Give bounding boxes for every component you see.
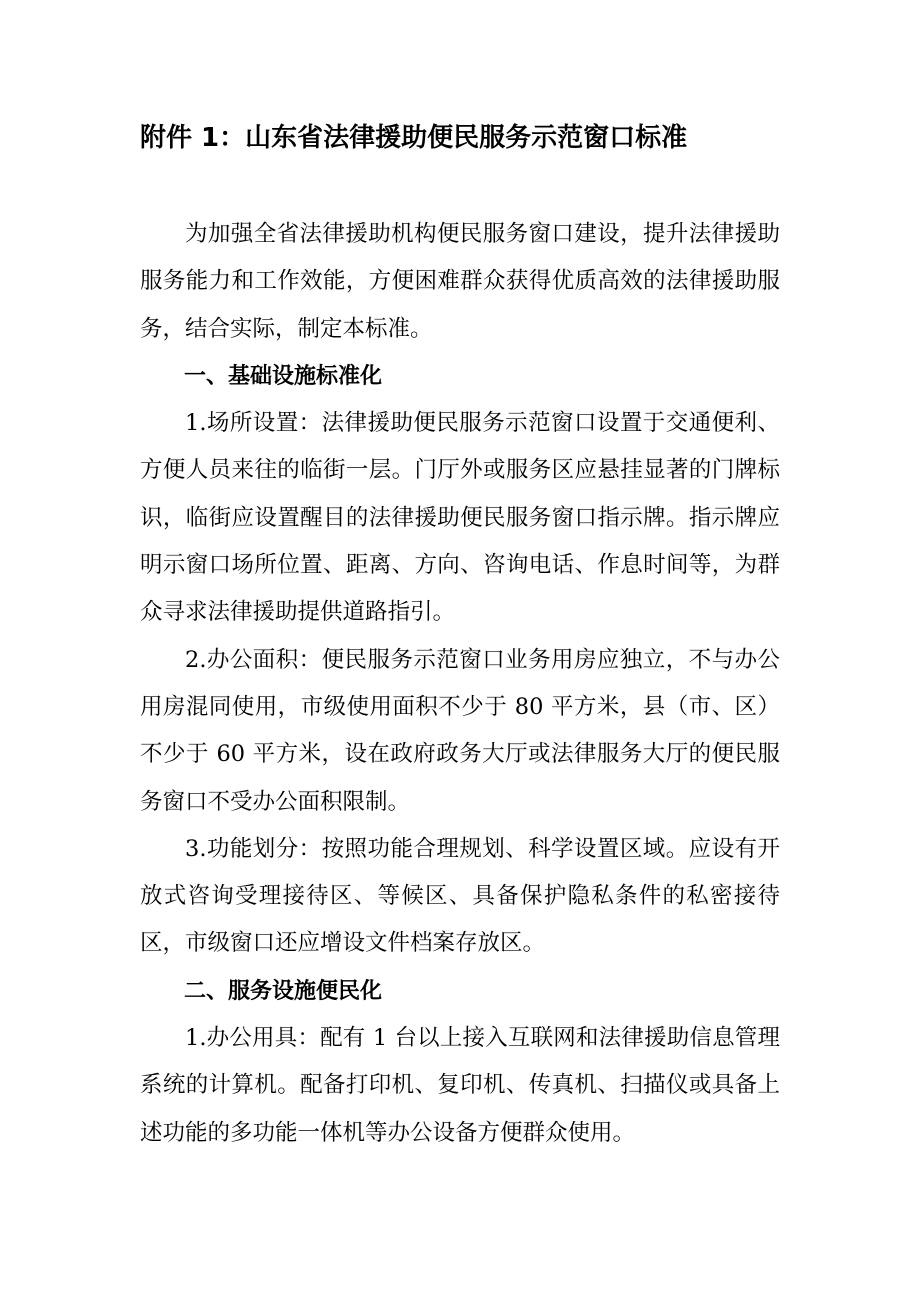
section1-item-office-area: 2.办公面积：便民服务示范窗口业务用房应独立，不与办公用房混同使用，市级使用面积不少于 80 平方米，县（市、区）不少于 60 平方米，设在政府政务大厅或法律服务大厅的便民服务窗口不受办公面积限制。 [140, 646, 780, 815]
section1-item-function-zones: 3.功能划分：按照功能合理规划、科学设置区域。应设有开放式咨询受理接待区、等候区、具备保护隐私条件的私密接待区，市级窗口还应增设文件档案存放区。 [140, 835, 780, 957]
section1-item-site: 1.场所设置：法律援助便民服务示范窗口设置于交通便利、方便人员来往的临街一层。门厅外或服务区应悬挂显著的门牌标识，临街应设置醒目的法律援助便民服务窗口指示牌。指示牌应明示窗口场所位置、距离、方向、咨询电话、作息时间等，为群众寻求法律援助提供道路指引。 [140, 410, 780, 626]
document-body [140, 211, 780, 1157]
section2-item-office-equipment: 1.办公用具：配有 1 台以上接入互联网和法律援助信息管理系统的计算机。配备打印机、复印机、传真机、扫描仪或具备上述功能的多功能一体机等办公设备方便群众使用。 [140, 1025, 780, 1146]
section-heading-service-facilities: 二、服务设施便民化 [184, 978, 383, 1004]
section-heading-infrastructure: 一、基础设施标准化 [184, 363, 383, 389]
intro-paragraph: 为加强全省法律援助机构便民服务窗口建设，提升法律援助服务能力和工作效能，方便困难群众获得优质高效的法律援助服务，结合实际，制定本标准。 [140, 221, 780, 342]
document-title: 附件 1：山东省法律援助便民服务示范窗口标准 [140, 123, 688, 153]
